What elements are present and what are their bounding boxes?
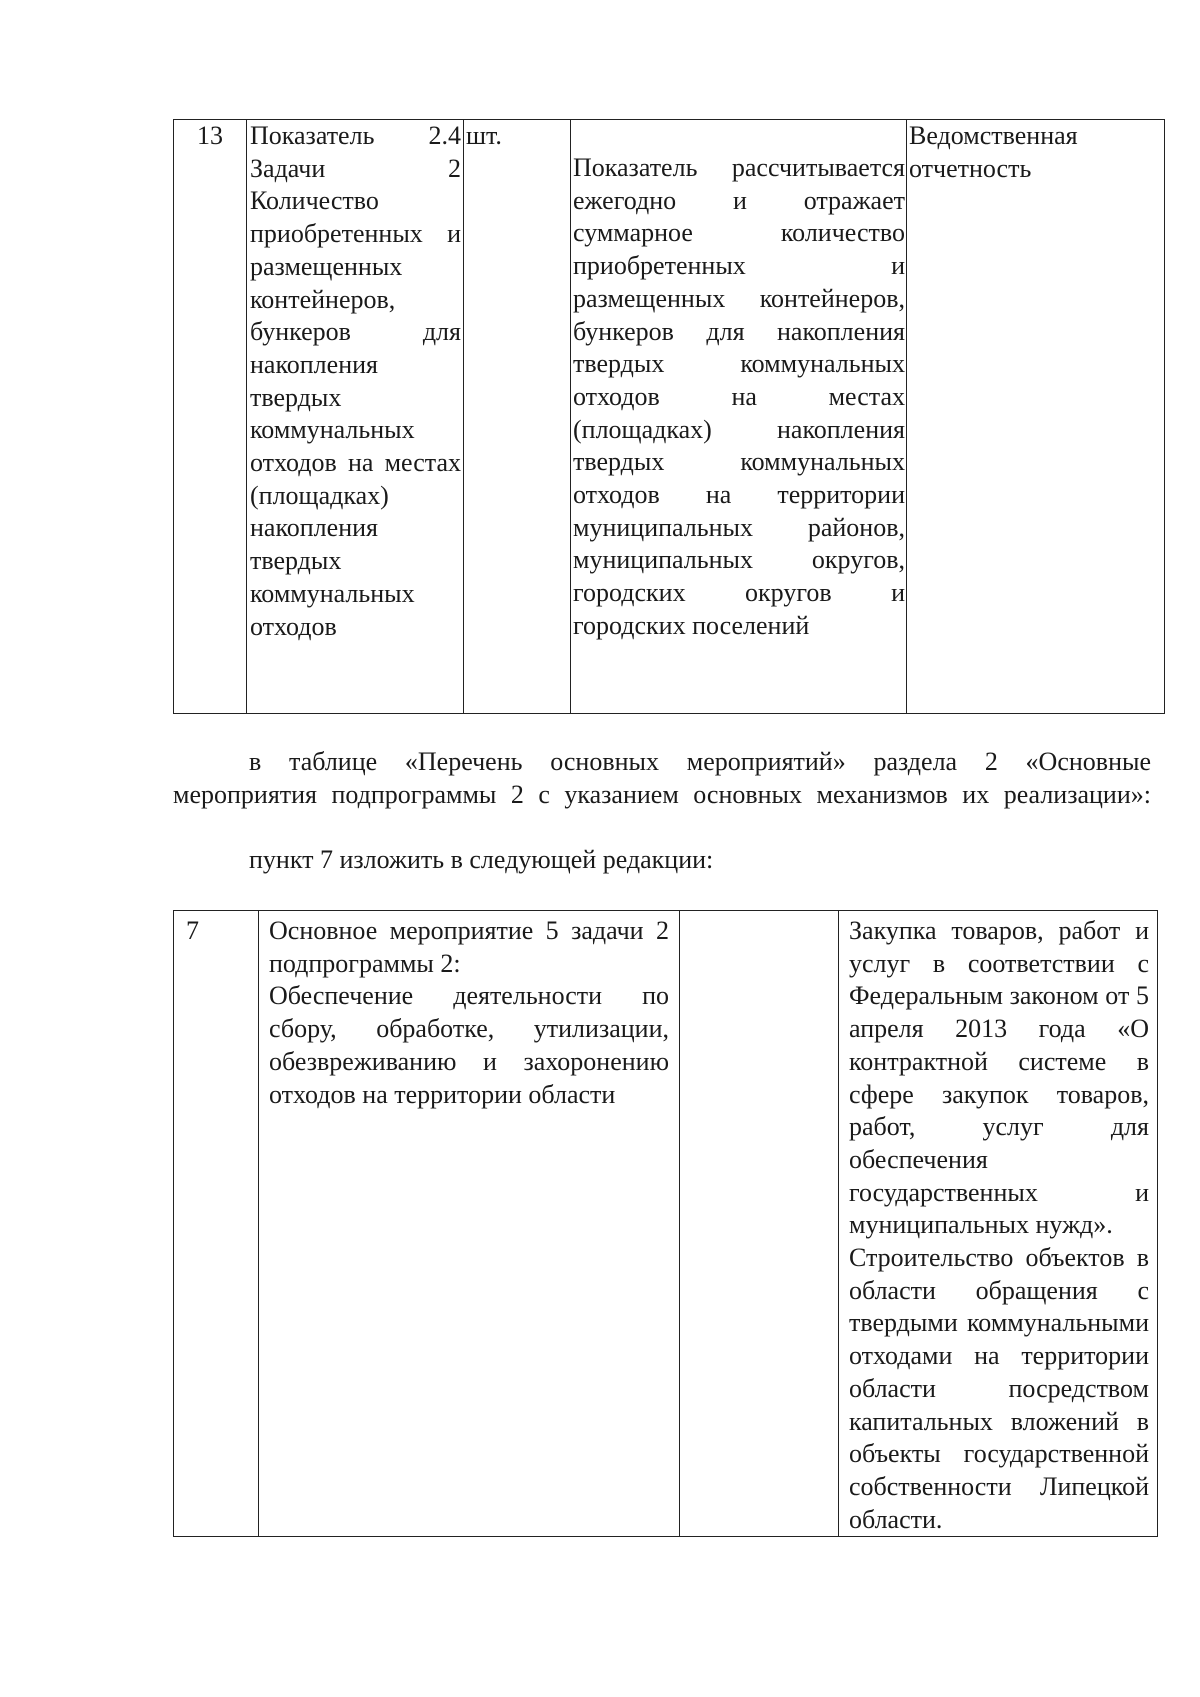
mechanism-procurement: Закупка товаров, работ и услуг в соответствии с Федеральным законом от 5 апреля 2013 года «О контрактной системе в сфере закупок товаров, работ, услуг для обеспечения государственных и муниципальных нужд».	[849, 916, 1149, 1240]
event-title: Основное мероприятие 5 задачи 2 подпрограммы 2:	[269, 916, 669, 978]
mechanism-construction: Строительство объектов в области обращения с твердыми коммунальными отходами на территории области посредством капитальных вложений в объекты государственной собственности Липецкой области.	[849, 1243, 1149, 1534]
event-cell	[259, 911, 680, 1537]
calculation-text: Показатель рассчитывается ежегодно и отражает суммарное количество приобретенных и размещенных контейнеров, бункеров для накопления твердых коммунальных отходов на местах (площадках) накопления твердых коммунальных отходов на территории муниципальных районов, муниципальных округов, городских округов и городских поселений	[573, 153, 905, 640]
row-number-cell	[174, 120, 247, 714]
indicator-name-cell	[247, 120, 464, 714]
source-cell	[907, 120, 1165, 714]
calculation-cell	[571, 120, 907, 714]
mechanism-cell	[839, 911, 1158, 1537]
unit-cell	[464, 120, 571, 714]
indicator-name: Показатель 2.4 Задачи 2 Количество приобретенных и размещенных контейнеров, бункеров для накопления твердых коммунальных отходов на местах (площадках) накопления твердых коммунальных отходов	[250, 121, 461, 641]
row-number: 13	[197, 121, 223, 150]
intro-paragraph: в таблице «Перечень основных мероприятий» раздела 2 «Основные мероприятия подпрограммы 2 с указанием основных механизмов их реализации»:	[173, 747, 1151, 809]
empty-cell	[680, 911, 839, 1537]
table-row	[174, 120, 1165, 714]
row-number-cell	[174, 911, 259, 1537]
instruction-paragraph: пункт 7 изложить в следующей редакции:	[249, 845, 714, 874]
unit-value: шт.	[466, 121, 502, 150]
indicator-table	[173, 119, 1165, 714]
row-number: 7	[186, 916, 199, 945]
table-row	[174, 911, 1158, 1537]
source-text: Ведомственная отчетность	[909, 121, 1078, 183]
events-table	[173, 910, 1158, 1537]
event-description: Обеспечение деятельности по сбору, обработке, утилизации, обезвреживанию и захоронению отходов на территории области	[269, 981, 669, 1109]
